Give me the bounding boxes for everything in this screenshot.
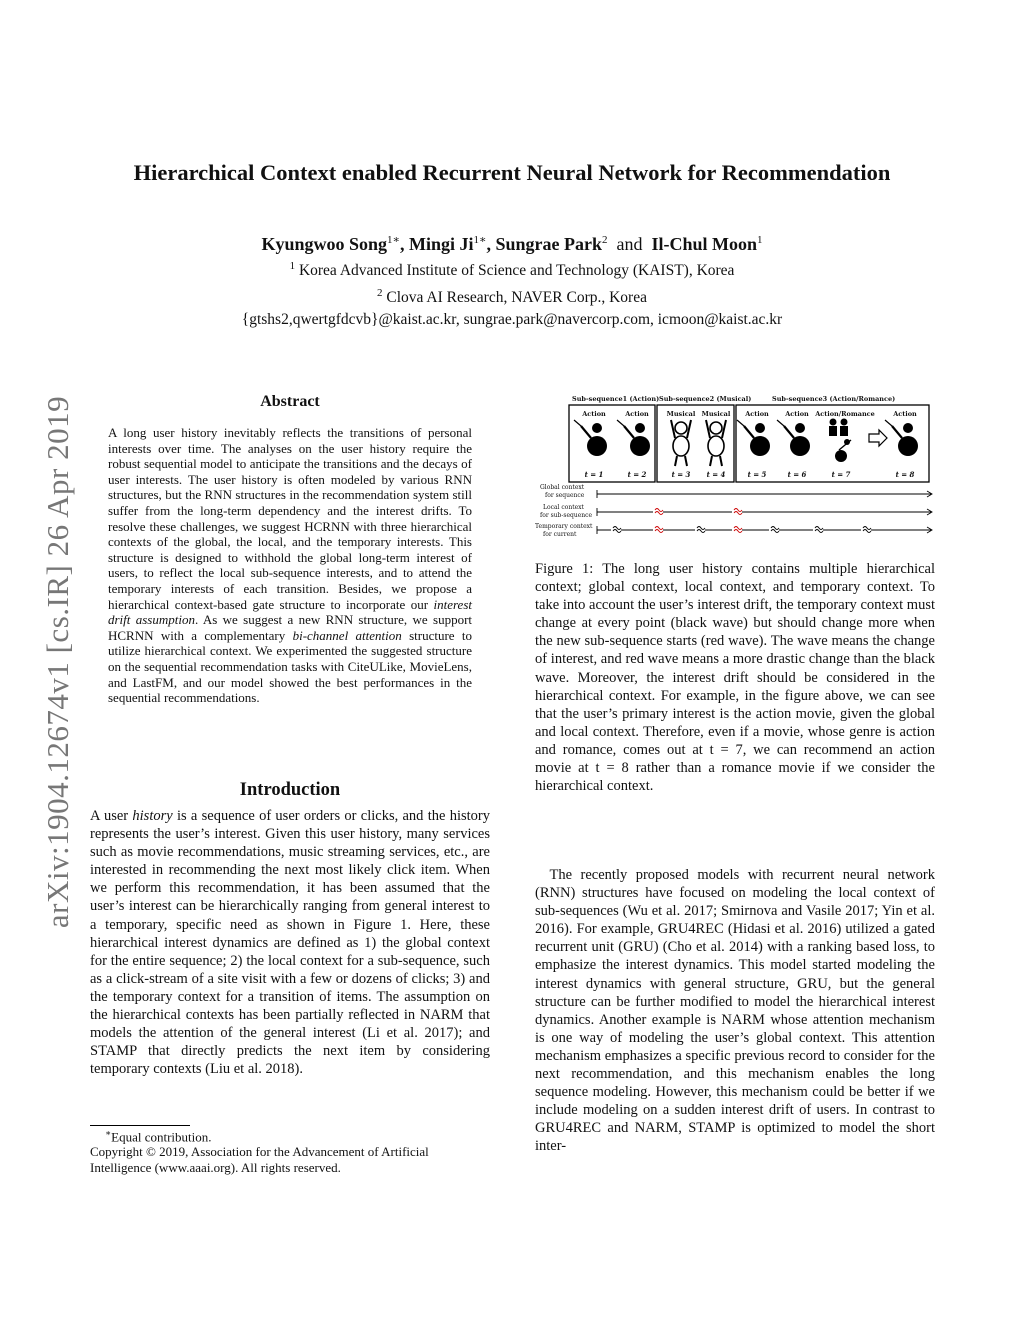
time-label: t = 5 <box>747 470 767 479</box>
author-3: Sungrae Park <box>495 234 602 254</box>
footnote-text: Equal contribution. <box>111 1129 212 1145</box>
footnote <box>105 1128 212 1145</box>
action-figure-icon <box>617 420 650 456</box>
musical-figure-icon <box>671 420 691 466</box>
genre-label: Action <box>785 410 809 418</box>
genre-label: Action <box>745 410 769 418</box>
author-4-sup: 1 <box>757 234 763 246</box>
genre-label: Musical <box>701 410 731 418</box>
abstract-heading: Abstract <box>260 393 320 410</box>
footnote-mark: ∗ <box>105 1128 112 1138</box>
figure-1 <box>535 390 935 550</box>
action-figure-icon <box>885 420 918 456</box>
local-context-label-1: Local context <box>543 504 584 511</box>
global-context-label-2: for sequence <box>545 492 585 499</box>
romance-figure-icon <box>829 419 887 463</box>
author-and: and <box>616 234 643 254</box>
temporary-context-label-1: Temporary context <box>535 523 593 530</box>
subsequence-1-label: Sub-sequence1 (Action) <box>572 395 660 403</box>
subsequence-2-label: Sub-sequence2 (Musical) <box>659 395 752 403</box>
introduction-heading: Introduction <box>239 780 341 800</box>
abstract-emphasis-2: bi-channel attention <box>292 627 402 643</box>
time-label: t = 3 <box>671 470 691 479</box>
intro-emphasis: history <box>132 808 173 824</box>
time-label: t = 8 <box>895 470 915 479</box>
action-figure-icon <box>574 420 607 456</box>
intro-text-2: is a sequence of user orders or clicks, and the history represents the user’s interest. Given this user history, many services such as movie recommendations, music streaming services, etc., are interested in recommending the next most likely click item. When we perform this recommendation, it has been assumed that the user’s interest can be hierarchically ranging from general interest to a temporary, specific need as shown in Figure 1. Here, these hierarchical interest dynamics are defined as 1) the global context for the entire sequence; 2) the local context for a sub-sequence, such as a click-stream of a site visit with a few or dozens of clicks; 3) and the temporary context for a transition of items. The assumption on the hierarchical contexts has been partially reflected in NARM that models the attention of the general interest (Li et al. 2017); and STAMP that directly predicts the next item by considering temporary contexts (Liu et al. 2018). <box>90 808 490 1078</box>
author-2-sup: 1∗ <box>473 234 487 246</box>
right-column-body: The recently proposed models with recurrent neural network (RNN) structures have focused on modeling the local context of sub-sequences (Wu et al. 2017; Smirnova and Vasile 2017; Yin et al. 2016). For example, GRU4REC (Hidasi et al. 2016) utilized a gated recurrent unit (GRU) (Cho et al. 2014) with a ranking based loss, to emphasize the interest dynamics. This model started modeling the interest dynamics with general structure, GRU, but the general structure can be further modified to model the hierarchical interest dynamics. Another example is NARM whose attention mechanism is one way of modeling the user’s global context. This attention mechanism emphasizes a specific previous record to consider for the next recommendation, and this mechanism enables the long sequence modeling. However, this mechanism could be better if we include modeling on a sudden interest drift of users. In contrast to GRU4REC and NARM, STAMP is optimized to model the short inter- <box>535 867 935 1155</box>
local-context-label-2: for sub-sequence <box>540 512 593 519</box>
abstract-emphasis-1: interest drift assumption <box>108 596 472 628</box>
paper-title: Hierarchical Context enabled Recurrent Neural Network for Recommendation <box>133 160 891 185</box>
affiliation-2-text: Clova AI Research, NAVER Corp., Korea <box>386 289 647 307</box>
genre-label: Action/Romance <box>815 410 875 418</box>
affiliation-2-sup: 2 <box>377 287 383 300</box>
figure-icons <box>574 419 918 467</box>
figure-caption: Figure 1: The long user history contains multiple hierarchical context; global context, local context, and temporary context. To take into account the user’s interest drift, the temporary context must change at every point (black wave) but should change more when the new sub-sequence starts (red wave). The wave means the change of interest, and red wave means a more drastic change than the black wave. Moreover, the interest drift should be considered in the hierarchical context. For example, in the figure above, we can see that the user’s primary interest is the action movie, given the global and local context. Therefore, even if a movie, whose genre is action and romance, comes out at t = 7, we can recommend an action movie at t = 8 rather than a romance movie if we consider the hierarchical context. <box>535 561 935 795</box>
affiliation-1-text: Korea Advanced Institute of Science and Technology (KAIST), Korea <box>298 262 735 280</box>
genre-label: Musical <box>666 410 696 418</box>
affiliation-1-sup: 1 <box>289 260 296 272</box>
arxiv-identifier: arXiv:1904.12674v1 [cs.IR] 26 Apr 2019 <box>40 395 75 929</box>
genre-label: Action <box>582 410 606 418</box>
abstract-text-2: . As we suggest a new RNN structure, we support HCRNN with a complementary <box>108 612 473 643</box>
temporary-context-label-2: for current <box>543 531 577 538</box>
musical-figure-icon <box>706 420 726 466</box>
author-names: Kyungwoo Song$^{1∗}$, Mingi $Ji^{1∗}$, Sungrae Park$^2$ and Il-Chul Moon$^1$ <box>261 234 763 254</box>
time-labels <box>585 470 915 479</box>
time-label: t = 2 <box>627 470 647 479</box>
affiliation-2 <box>0 282 1024 309</box>
introduction-body <box>90 807 490 1078</box>
abstract-text-1: A long user history inevitably reflects the transitions of personal interests over time. The analyses on the user history require the robust sequential model to anticipate the transitions and the decays of user interests. The user history is often modeled by various RNN structures, but the RNN structures in the recommendation system still suffer from the long-term dependency and the interest drifts. To resolve these challenges, we suggest HCRNN with three hierarchical contexts of the global, the local, and the temporary interests. This structure is designed to withhold the global long-term interest of users, to reflect the local sub-sequence interests, and to attend the temporary interests of each transition. Besides, we propose a hierarchical context-based gate structure to incorporate our <box>108 425 472 612</box>
author-4: Il-Chul Moon <box>651 234 758 254</box>
author-1-sup: 1∗ <box>387 234 400 246</box>
author-3-sup: 2 <box>602 234 608 246</box>
abstract-body <box>108 425 472 706</box>
time-label: t = 7 <box>831 470 851 479</box>
action-figure-icon <box>737 420 770 456</box>
subsequence-3-label: Sub-sequence3 (Action/Romance) <box>772 395 896 403</box>
time-label: t = 4 <box>706 470 726 479</box>
affiliation-1 <box>0 255 1024 282</box>
time-label: t = 1 <box>584 470 604 479</box>
author-emails: {gtshs2,qwertgfdcvb}@kaist.ac.kr, sungrae.park@navercorp.com, icmoon@kaist.ac.kr <box>241 311 783 329</box>
intro-text-1: A user <box>90 808 133 824</box>
copyright-notice: Copyright © 2019, Association for the Advancement of Artificial Intelligence (www.aaai.org). All rights reserved. <box>90 1144 429 1175</box>
global-context-label-1: Global context <box>540 484 585 491</box>
author-block <box>0 229 1024 331</box>
abstract-text-3: structure to utilize hierarchical context. We experimented the suggested structure on the sequential recommendation tasks with CiteULike, MovieLens, and LastFM, and our model showed the best performances in the sequential recommendations. <box>108 627 473 706</box>
author-1: Kyungwoo Song <box>261 234 387 254</box>
time-label: t = 6 <box>787 470 807 479</box>
author-2: Mingi Ji <box>408 234 474 254</box>
genre-labels <box>581 410 917 418</box>
genre-label: Action <box>893 410 917 418</box>
footnote-rule <box>90 1125 190 1126</box>
action-figure-icon <box>777 420 810 456</box>
genre-label: Action <box>625 410 649 418</box>
